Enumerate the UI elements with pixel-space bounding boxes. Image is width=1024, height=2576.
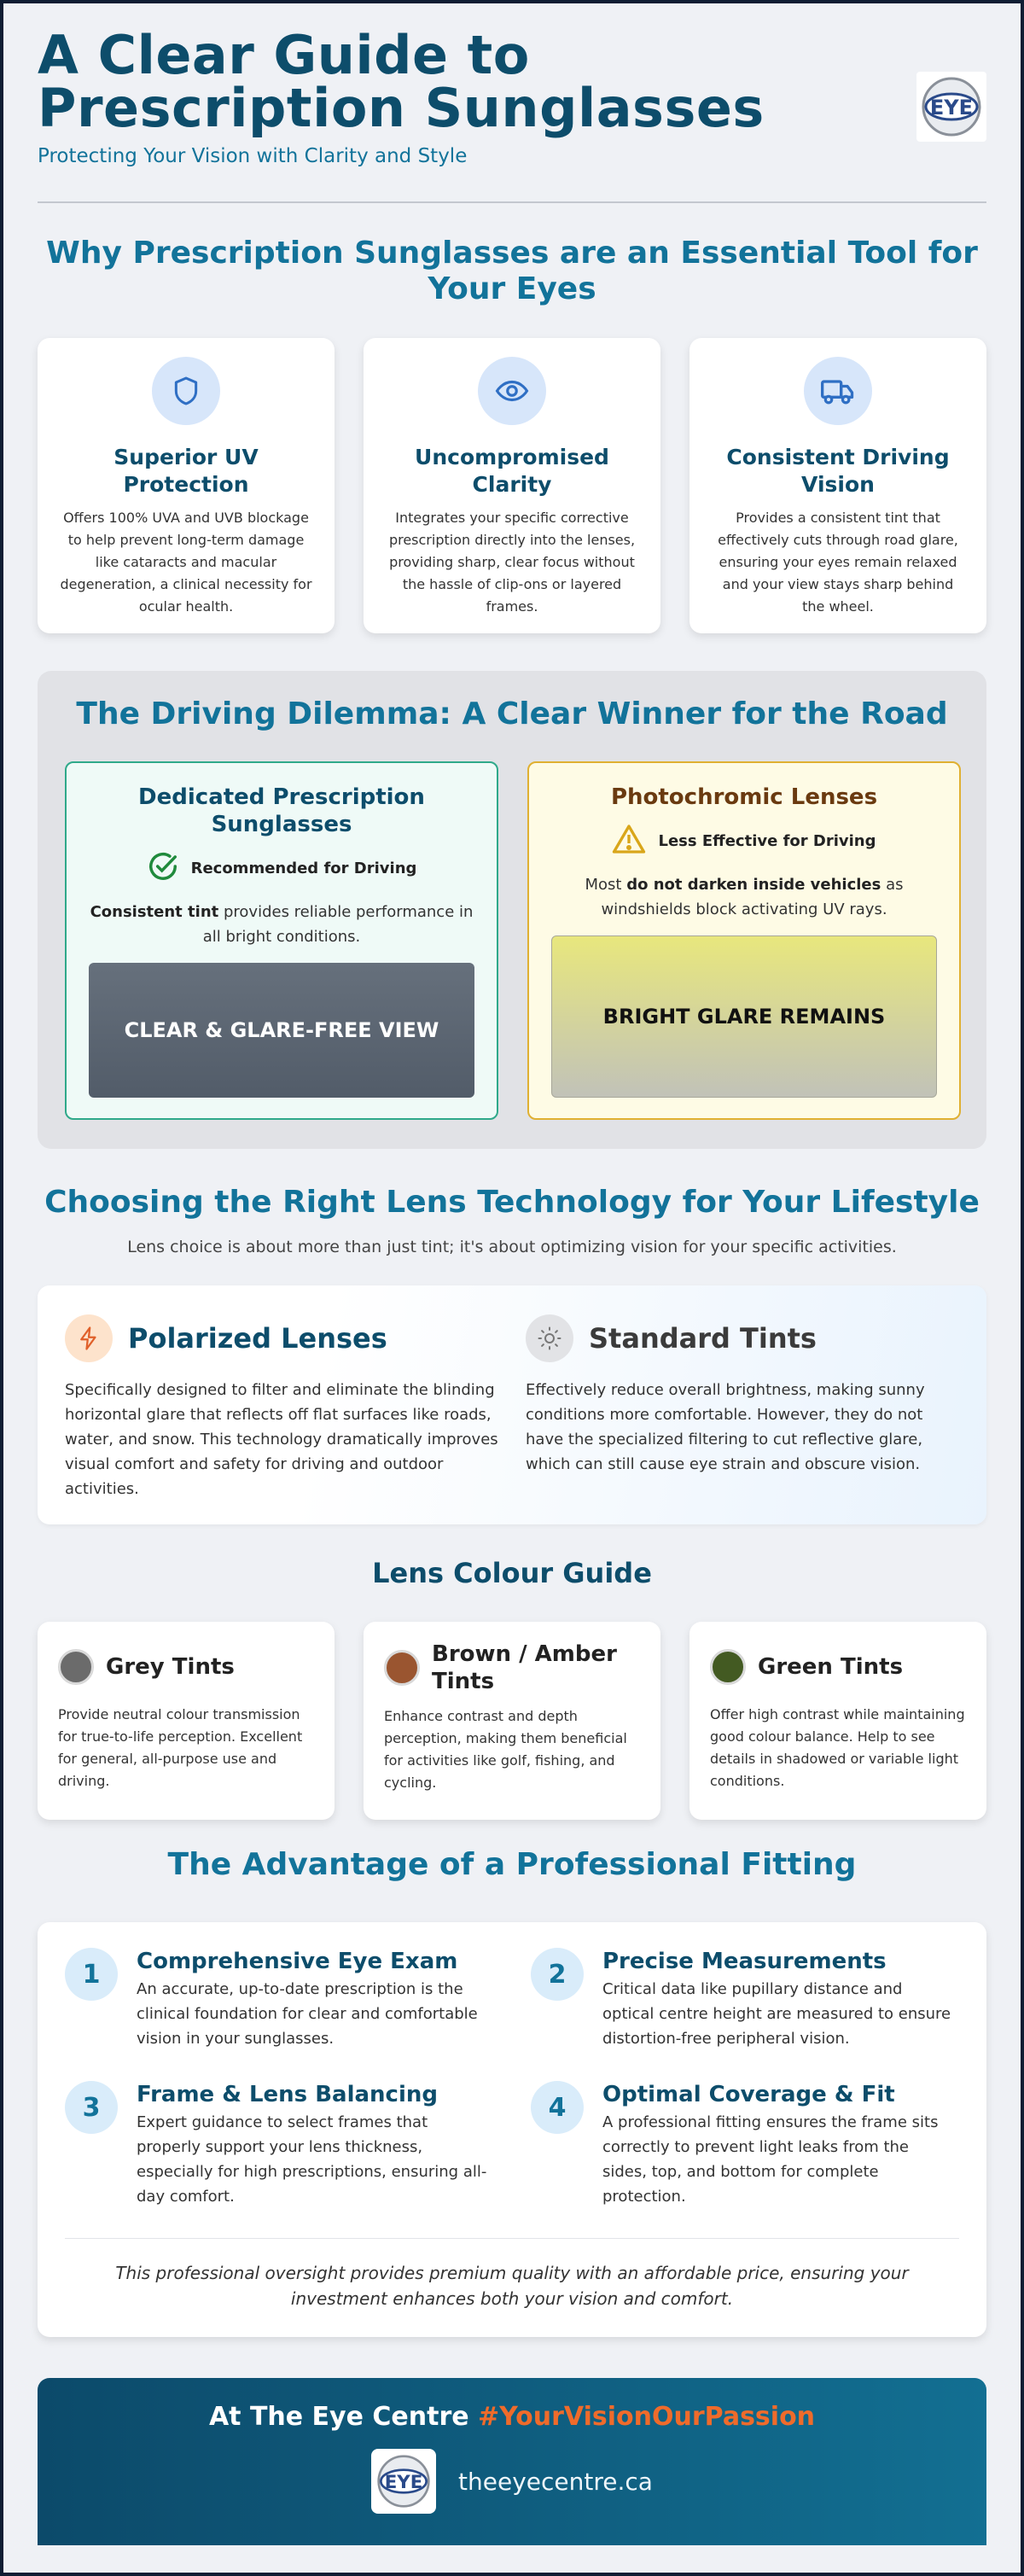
polarized-title: Polarized Lenses bbox=[128, 1322, 387, 1355]
fitting-divider bbox=[65, 2238, 959, 2239]
fitting-note: This professional oversight provides premium quality with an affordable price, ensuring your investment enhances both your vision and comfort. bbox=[115, 2263, 909, 2309]
dilemma-card-prescription bbox=[65, 761, 498, 1120]
colour-card-title: Grey Tints bbox=[106, 1654, 235, 1680]
standard-tints bbox=[526, 1314, 961, 1477]
benefit-card-uv bbox=[38, 338, 335, 633]
driving-dilemma-section bbox=[38, 671, 986, 1149]
step-title: Optimal Coverage & Fit bbox=[602, 2082, 895, 2107]
shield-icon bbox=[152, 357, 220, 425]
logo bbox=[916, 72, 986, 142]
step-number: 3 bbox=[65, 2081, 118, 2134]
step-title: Frame & Lens Balancing bbox=[137, 2082, 438, 2107]
page-title: A Clear Guide to Prescription Sunglasses bbox=[38, 24, 765, 139]
step-number: 1 bbox=[65, 1948, 118, 2001]
dilemma-card-title: Photochromic Lenses bbox=[610, 784, 878, 810]
benefit-card-clarity bbox=[364, 338, 660, 633]
fitting-steps bbox=[38, 1922, 986, 2337]
step-title: Comprehensive Eye Exam bbox=[137, 1949, 458, 1974]
tech-comparison bbox=[38, 1285, 986, 1524]
why-section bbox=[38, 236, 986, 615]
page bbox=[3, 3, 1021, 2573]
benefit-text: Offers 100% UVA and UVB blockage to help prevent long-term damage like cataracts and macular degeneration, a clinical necessity for ocular health. bbox=[60, 510, 312, 615]
grey-swatch-icon bbox=[58, 1649, 94, 1685]
step-title: Precise Measurements bbox=[602, 1949, 887, 1974]
benefit-title: Consistent Driving Vision bbox=[726, 445, 950, 497]
why-title: Why Prescription Sunglasses are an Essential Tool for Your Eyes bbox=[46, 236, 978, 306]
brown-swatch-icon bbox=[384, 1650, 420, 1686]
footer bbox=[38, 2378, 986, 2545]
fitting-title: The Advantage of a Professional Fitting bbox=[167, 1847, 857, 1882]
page-subtitle: Protecting Your Vision with Clarity and Style bbox=[38, 145, 468, 167]
polarized-text: Specifically designed to filter and eliminate the blinding horizontal glare that reflects off flat surfaces like roads, water, and snow. This technology dramatically improves visual comfort and safety for driving and outdoor activities. bbox=[65, 1381, 498, 1498]
recommended-badge: Recommended for Driving bbox=[190, 859, 417, 877]
header bbox=[38, 24, 986, 183]
colour-card-text: Offer high contrast while maintaining good colour balance. Help to see details in shadowed or variable light conditions. bbox=[710, 1706, 965, 1789]
colour-card-title: Brown / Amber Tints bbox=[432, 1641, 617, 1694]
step-text: A professional fitting ensures the frame sits correctly to prevent light leaks from the sides, top, and bottom for complete protection. bbox=[602, 2113, 939, 2206]
footer-heading: At The Eye Centre #YourVisionOurPassion bbox=[208, 2402, 816, 2432]
colour-guide-title: Lens Colour Guide bbox=[372, 1557, 652, 1589]
dilemma-title: The Driving Dilemma: A Clear Winner for the Road bbox=[76, 696, 948, 731]
warning-icon bbox=[612, 823, 646, 859]
tech-subtitle: Lens choice is about more than just tint; it's about optimizing vision for your specific activities. bbox=[127, 1238, 897, 1256]
benefit-text: Provides a consistent tint that effectively cuts through road glare, ensuring your eyes remain relaxed and your view stays sharp behind the wheel. bbox=[718, 510, 958, 615]
step-number: 4 bbox=[531, 2081, 584, 2134]
step-number: 2 bbox=[531, 1948, 584, 2001]
standard-text: Effectively reduce overall brightness, making sunny conditions more comfortable. However, they do not have the specialized filtering to cut reflective glare, which can still cause eye strain and obscure vision. bbox=[526, 1381, 925, 1473]
standard-title: Standard Tints bbox=[589, 1322, 817, 1355]
benefit-title: Superior UV Protection bbox=[113, 445, 259, 497]
lens-colour-guide bbox=[38, 1557, 986, 1791]
polarized-lenses bbox=[65, 1314, 500, 1501]
fitting-step bbox=[65, 1948, 492, 2051]
fitting-step bbox=[531, 1948, 957, 2051]
check-circle-icon bbox=[147, 850, 179, 886]
sun-icon bbox=[526, 1314, 573, 1362]
lens-technology-section bbox=[38, 1185, 986, 1498]
step-text: An accurate, up-to-date prescription is the clinical foundation for clear and comfortable vision in your sunglasses. bbox=[137, 1980, 478, 2048]
eye-centre-logo-icon bbox=[376, 2454, 431, 2509]
dilemma-card-photochromic bbox=[527, 761, 961, 1120]
clear-view-illustration: CLEAR & GLARE-FREE VIEW bbox=[89, 963, 474, 1098]
svg-text:EYE: EYE bbox=[929, 96, 974, 119]
dilemma-card-text: Most do not darken inside vehicles as windshields block activating UV rays. bbox=[585, 876, 904, 918]
colour-card-title: Green Tints bbox=[758, 1654, 904, 1680]
step-text: Critical data like pupillary distance and optical centre height are measured to ensure distortion-free peripheral vision. bbox=[602, 1980, 951, 2048]
footer-logo bbox=[371, 2449, 436, 2514]
dilemma-card-title: Dedicated Prescription Sunglasses bbox=[138, 784, 425, 837]
step-text: Expert guidance to select frames that properly support your lens thickness, especially for high prescriptions, ensuring all-day comfort. bbox=[137, 2113, 487, 2206]
eye-centre-logo-icon bbox=[921, 76, 982, 137]
svg-text:EYE: EYE bbox=[384, 2472, 423, 2493]
colour-card-grey bbox=[38, 1622, 335, 1820]
website-link[interactable]: theeyecentre.ca bbox=[458, 2467, 653, 2496]
truck-icon bbox=[804, 357, 872, 425]
green-swatch-icon bbox=[710, 1649, 746, 1685]
colour-card-brown bbox=[364, 1622, 660, 1820]
benefit-card-driving bbox=[689, 338, 986, 633]
fitting-step bbox=[65, 2081, 492, 2209]
glare-view-illustration: BRIGHT GLARE REMAINS bbox=[551, 935, 937, 1098]
professional-fitting-section bbox=[38, 1847, 986, 2309]
header-divider bbox=[38, 201, 986, 203]
fitting-step bbox=[531, 2081, 957, 2209]
eye-icon bbox=[478, 357, 546, 425]
tech-title: Choosing the Right Lens Technology for Your Lifestyle bbox=[44, 1185, 980, 1220]
dilemma-card-text: Consistent tint provides reliable performance in all bright conditions. bbox=[90, 903, 474, 946]
less-effective-badge: Less Effective for Driving bbox=[658, 831, 876, 850]
benefit-text: Integrates your specific corrective prescription directly into the lenses, providing sharp, clear focus without the hassle of clip-ons or layered frames. bbox=[388, 510, 636, 615]
colour-card-text: Enhance contrast and depth perception, making them beneficial for activities like golf, fishing, and cycling. bbox=[384, 1708, 627, 1791]
benefit-title: Uncompromised Clarity bbox=[415, 445, 609, 497]
hashtag: #YourVisionOurPassion bbox=[478, 2402, 816, 2432]
colour-card-green bbox=[689, 1622, 986, 1820]
colour-card-text: Provide neutral colour transmission for true-to-life perception. Excellent for general, all-purpose use and driving. bbox=[58, 1706, 303, 1789]
lightning-icon bbox=[65, 1314, 113, 1362]
